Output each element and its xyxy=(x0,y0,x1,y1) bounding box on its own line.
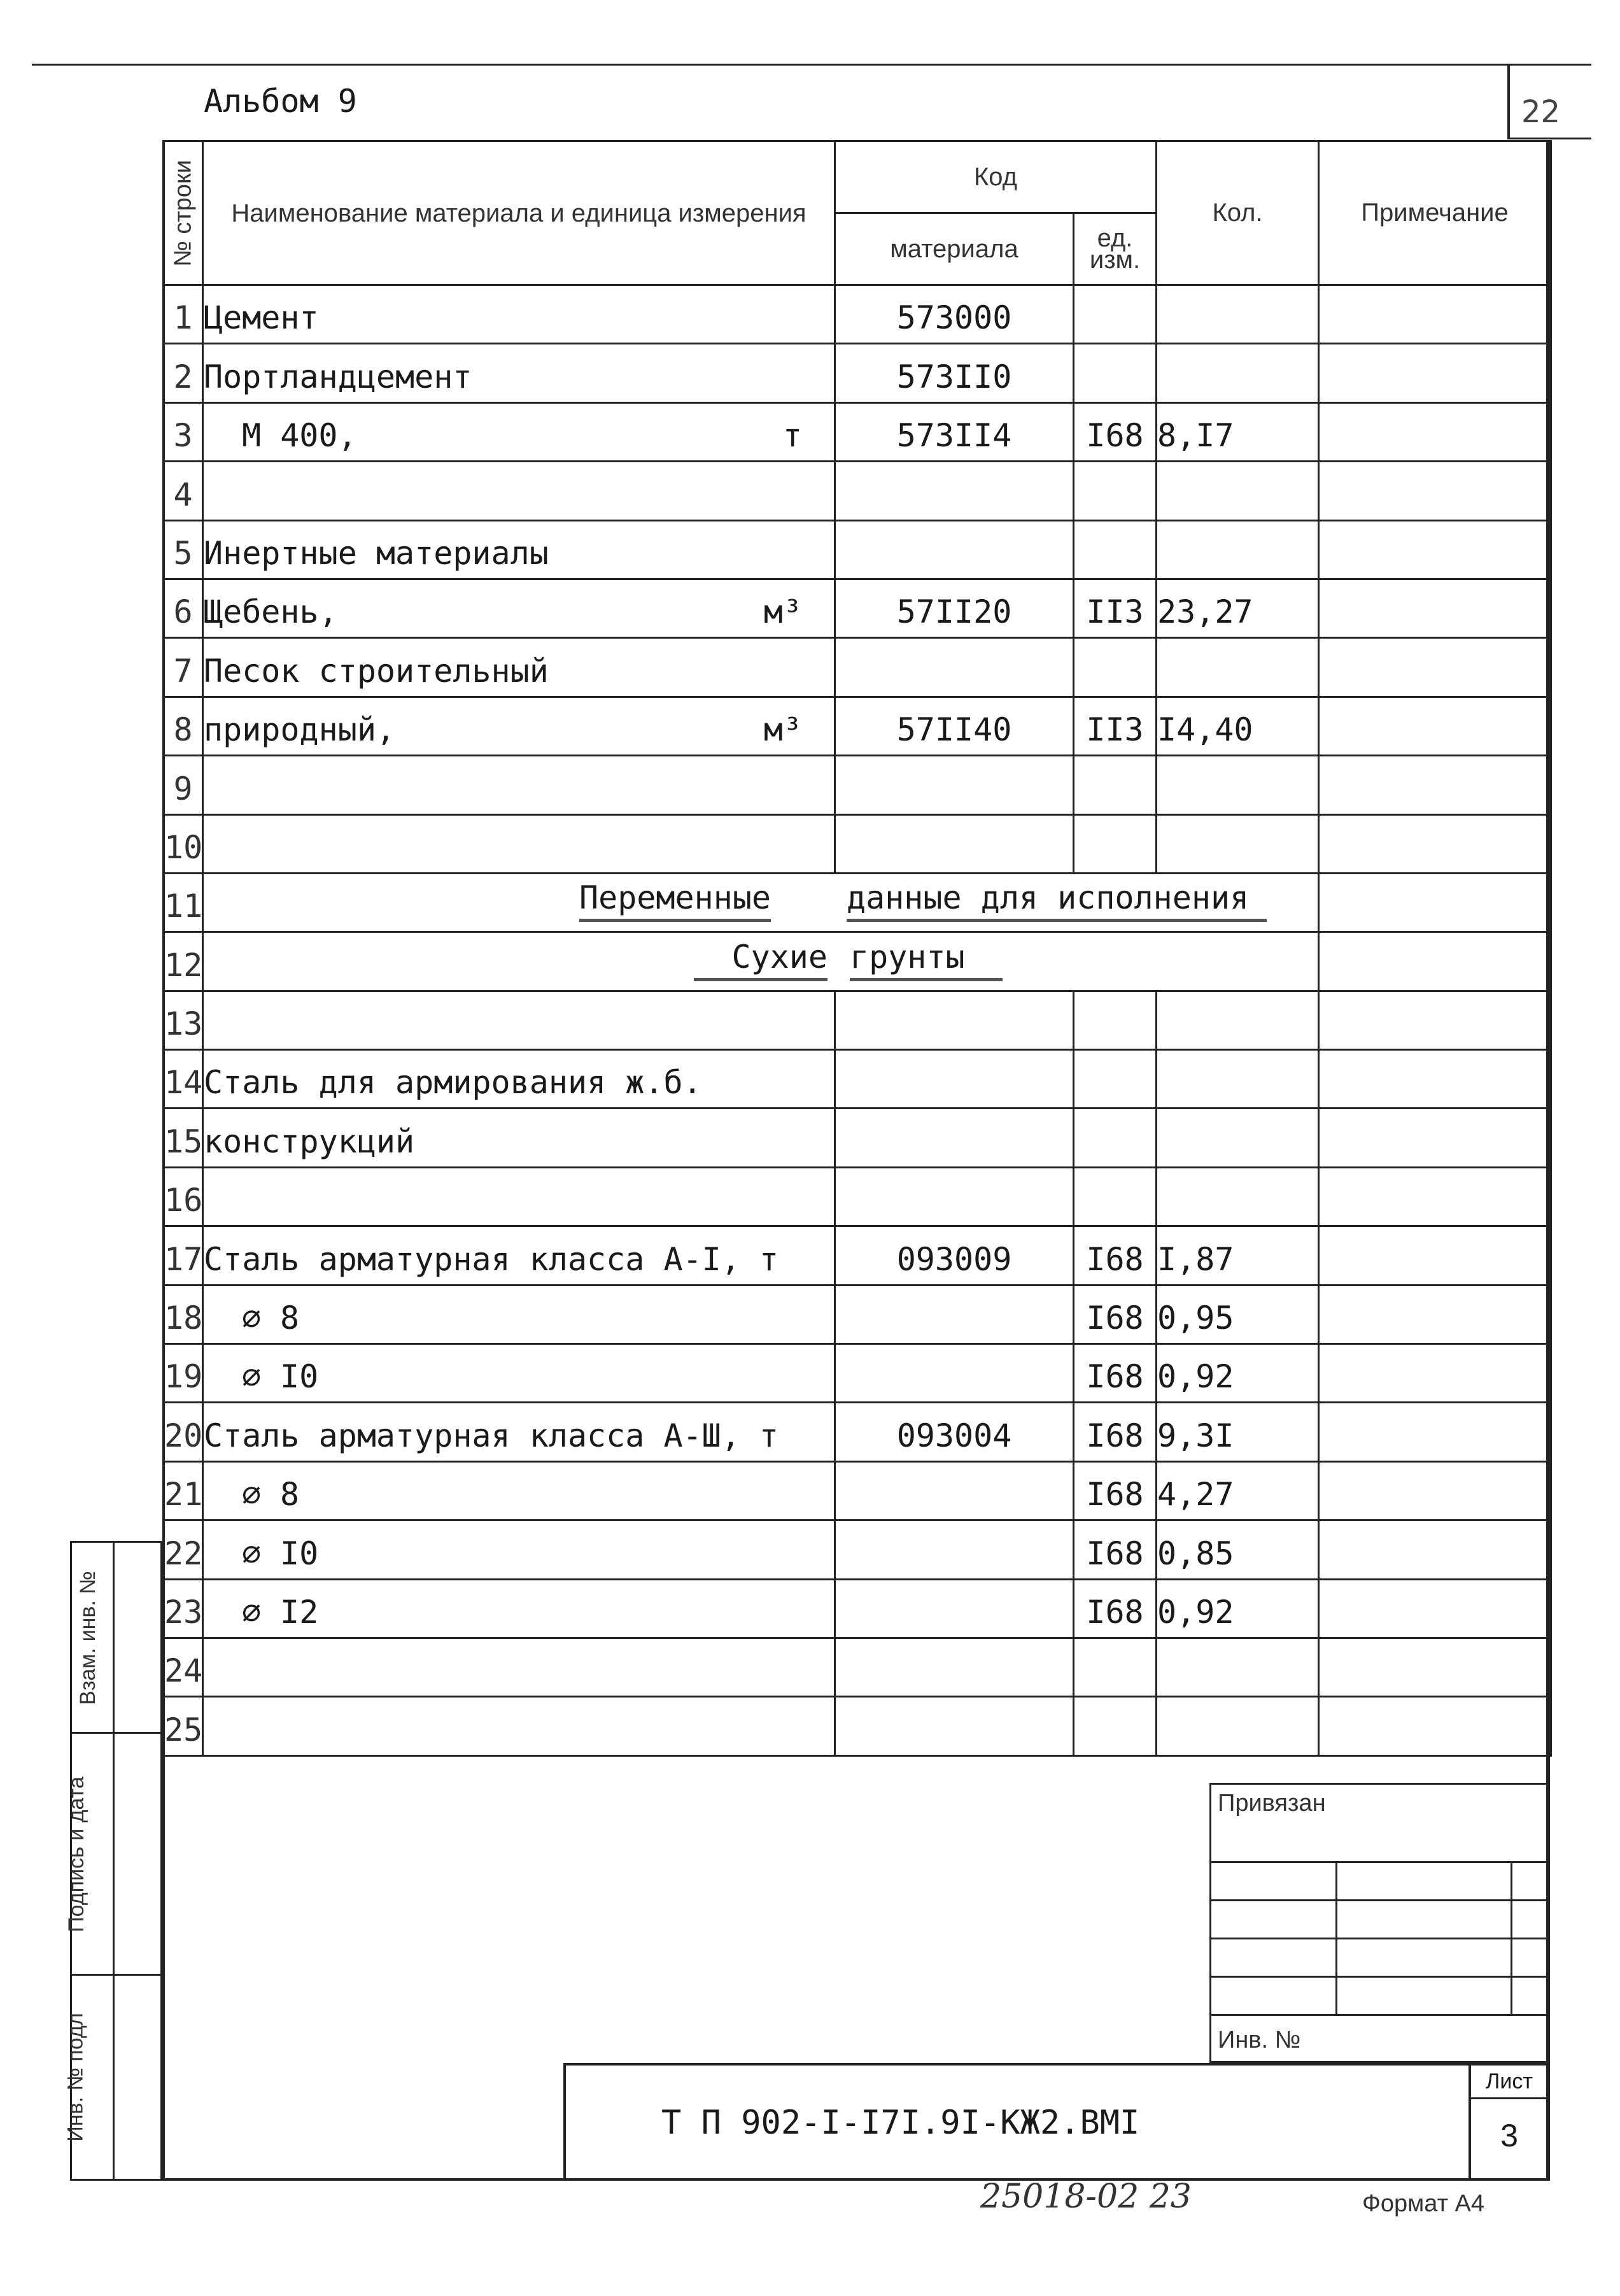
cell-code: 57II40 xyxy=(835,697,1074,755)
stamp-podpis xyxy=(64,1734,160,1976)
table-row xyxy=(164,402,1551,461)
cell-qty: 0,92 xyxy=(1157,1344,1319,1403)
cell-code: 573II4 xyxy=(835,402,1074,461)
cell-note xyxy=(1319,1109,1551,1167)
cell-qty: 4,27 xyxy=(1157,1461,1319,1520)
cell-qty xyxy=(1157,1167,1319,1226)
cell-code: 093009 xyxy=(835,1226,1074,1285)
cell-note xyxy=(1319,991,1551,1049)
variant-right: грунты xyxy=(850,939,1003,981)
cell-name-wrap xyxy=(203,462,835,520)
row-number: 11 xyxy=(164,873,203,932)
cell-note xyxy=(1319,638,1551,697)
cell-name-wrap xyxy=(203,1403,835,1461)
cell-code xyxy=(835,638,1074,697)
stamp-vzam-label: Взам. инв. № xyxy=(75,1571,100,1705)
row-number: 24 xyxy=(164,1638,203,1696)
cell-note xyxy=(1319,1167,1551,1226)
cell-code: 57II20 xyxy=(835,579,1074,637)
cell-unit: I68 xyxy=(1074,1461,1157,1520)
cell-name: I0 xyxy=(280,1534,319,1572)
table-row xyxy=(164,1285,1551,1343)
variant-left: Переменные xyxy=(579,879,771,922)
cell-name-wrap xyxy=(203,402,835,461)
cell-code: 093004 xyxy=(835,1403,1074,1461)
cell-qty xyxy=(1157,1050,1319,1109)
cell-qty: 9,3I xyxy=(1157,1403,1319,1461)
cell-code xyxy=(835,814,1074,873)
cell-unit-inline: м³ xyxy=(763,593,802,631)
cell-unit xyxy=(1074,285,1157,344)
cell-note xyxy=(1319,697,1551,755)
cell-unit xyxy=(1074,814,1157,873)
row-number: 13 xyxy=(164,991,203,1049)
header-note: Примечание xyxy=(1319,141,1551,285)
cell-unit xyxy=(1074,756,1157,814)
cell-unit xyxy=(1074,1109,1157,1167)
row-number: 19 xyxy=(164,1344,203,1403)
cell-note xyxy=(1319,1344,1551,1403)
cell-qty xyxy=(1157,285,1319,344)
binding-label: Привязан xyxy=(1218,1790,1326,1817)
row-number: 15 xyxy=(164,1109,203,1167)
row-number: 8 xyxy=(164,697,203,755)
sheet-label: Лист xyxy=(1471,2066,1547,2099)
row-number: 17 xyxy=(164,1226,203,1285)
cell-name-wrap xyxy=(203,638,835,697)
cell-unit: II3 xyxy=(1074,579,1157,637)
cell-name-wrap xyxy=(203,1285,835,1343)
cell-code xyxy=(835,1050,1074,1109)
table-row xyxy=(164,1344,1551,1403)
cell-name-wrap xyxy=(203,991,835,1049)
cell-qty xyxy=(1157,638,1319,697)
table-row xyxy=(164,1520,1551,1579)
cell-note xyxy=(1319,344,1551,402)
cell-note xyxy=(1319,1520,1551,1579)
cell-note xyxy=(1319,1697,1551,1755)
cell-note xyxy=(1319,814,1551,873)
cell-note xyxy=(1319,285,1551,344)
row-number: 20 xyxy=(164,1403,203,1461)
row-number: 16 xyxy=(164,1167,203,1226)
diameter-icon: ⌀ xyxy=(242,1300,262,1337)
cell-code xyxy=(835,991,1074,1049)
row-number: 10 xyxy=(164,814,203,873)
row-number: 5 xyxy=(164,520,203,579)
cell-qty xyxy=(1157,344,1319,402)
cell-qty: 0,85 xyxy=(1157,1520,1319,1579)
cell-code xyxy=(835,1344,1074,1403)
cell-unit xyxy=(1074,344,1157,402)
cell-unit: I68 xyxy=(1074,1226,1157,1285)
cell-name: I2 xyxy=(280,1593,319,1631)
table-row xyxy=(164,932,1551,991)
row-number: 18 xyxy=(164,1285,203,1343)
diameter-icon: ⌀ xyxy=(242,1476,262,1513)
variant-right: данные для исполнения xyxy=(847,879,1267,922)
row-number: 1 xyxy=(164,285,203,344)
cell-unit-inline: м³ xyxy=(763,711,802,749)
page-number: 22 xyxy=(1521,94,1561,130)
header-code: Код xyxy=(835,141,1157,213)
cell-unit: I68 xyxy=(1074,1579,1157,1638)
cell-qty: 0,95 xyxy=(1157,1285,1319,1343)
table-row xyxy=(164,814,1551,873)
cell-name: I0 xyxy=(280,1358,319,1396)
cell-code xyxy=(835,1167,1074,1226)
cell-code xyxy=(835,1285,1074,1343)
cell-code xyxy=(835,1579,1074,1638)
row-number: 9 xyxy=(164,756,203,814)
cell-name-wrap xyxy=(203,285,835,344)
cell-name: Сталь для армирования ж.б. xyxy=(204,1064,702,1102)
table-row xyxy=(164,1050,1551,1109)
cell-unit: I68 xyxy=(1074,1520,1157,1579)
binding-box xyxy=(1209,1783,1550,2063)
variant-line-1 xyxy=(203,873,1319,932)
header-row-no: № строки xyxy=(164,141,203,285)
cell-code xyxy=(835,1638,1074,1696)
table-row xyxy=(164,1167,1551,1226)
variant-left: Сухие xyxy=(694,939,828,981)
cell-qty: I4,40 xyxy=(1157,697,1319,755)
side-stamp xyxy=(63,1541,162,2181)
cell-unit xyxy=(1074,1050,1157,1109)
cell-name: природный, xyxy=(204,711,396,749)
cell-name-wrap xyxy=(203,1520,835,1579)
cell-note xyxy=(1319,462,1551,520)
cell-name: Щебень, xyxy=(204,593,338,631)
table-row xyxy=(164,1226,1551,1285)
table-row xyxy=(164,462,1551,520)
cell-unit xyxy=(1074,1697,1157,1755)
cell-name-wrap xyxy=(203,1109,835,1167)
cell-name: Сталь арматурная класса А-Ш, т xyxy=(204,1417,779,1454)
header-qty: Кол. xyxy=(1157,141,1319,285)
cell-qty xyxy=(1157,1697,1319,1755)
cell-unit: I68 xyxy=(1074,1344,1157,1403)
cell-unit xyxy=(1074,991,1157,1049)
table-row xyxy=(164,344,1551,402)
cell-code: 573II0 xyxy=(835,344,1074,402)
cell-qty: 23,27 xyxy=(1157,579,1319,637)
cell-name: М 400, xyxy=(242,417,357,455)
table-row xyxy=(164,520,1551,579)
cell-unit xyxy=(1074,520,1157,579)
cell-name-wrap xyxy=(203,1638,835,1696)
row-number: 6 xyxy=(164,579,203,637)
cell-name-wrap xyxy=(203,756,835,814)
cell-unit: II3 xyxy=(1074,697,1157,755)
cell-code xyxy=(835,1697,1074,1755)
cell-qty xyxy=(1157,991,1319,1049)
cell-name-wrap xyxy=(203,1226,835,1285)
cell-qty: I,87 xyxy=(1157,1226,1319,1285)
cell-qty xyxy=(1157,814,1319,873)
table-row xyxy=(164,1638,1551,1696)
album-title: Альбом 9 xyxy=(204,83,357,120)
document-designation: Т П 902-I-I7I.9I-КЖ2.ВМI xyxy=(661,2104,1140,2142)
cell-name: 8 xyxy=(280,1476,300,1513)
top-rule xyxy=(32,64,1591,66)
table-row xyxy=(164,1403,1551,1461)
cell-note xyxy=(1319,1403,1551,1461)
cell-name-wrap xyxy=(203,1579,835,1638)
header-name: Наименование материала и единица измерения xyxy=(203,141,835,285)
cell-qty xyxy=(1157,1638,1319,1696)
cell-note xyxy=(1319,579,1551,637)
variant-line-2 xyxy=(203,932,1319,991)
cell-note xyxy=(1319,1579,1551,1638)
cell-qty xyxy=(1157,1109,1319,1167)
cell-note xyxy=(1319,520,1551,579)
row-number: 23 xyxy=(164,1579,203,1638)
diameter-icon: ⌀ xyxy=(242,1358,262,1396)
row-number: 14 xyxy=(164,1050,203,1109)
cell-name-wrap xyxy=(203,1461,835,1520)
cell-code xyxy=(835,462,1074,520)
cell-name-wrap xyxy=(203,1167,835,1226)
cell-qty: 0,92 xyxy=(1157,1579,1319,1638)
sheet-number: 3 xyxy=(1500,2118,1518,2153)
cell-unit: I68 xyxy=(1074,1403,1157,1461)
row-number: 22 xyxy=(164,1520,203,1579)
cell-name-wrap xyxy=(203,520,835,579)
table-row xyxy=(164,873,1551,932)
table-row xyxy=(164,991,1551,1049)
header-code-material: материала xyxy=(835,213,1074,285)
table-row xyxy=(164,285,1551,344)
cell-qty xyxy=(1157,756,1319,814)
handwritten-number: 25018-02 23 xyxy=(980,2178,1192,2216)
cell-name: конструкций xyxy=(204,1123,415,1160)
cell-code xyxy=(835,1109,1074,1167)
cell-name-wrap xyxy=(203,697,835,755)
cell-qty xyxy=(1157,520,1319,579)
inv-no-label: Инв. № xyxy=(1218,2027,1301,2053)
cell-note xyxy=(1319,1285,1551,1343)
diameter-icon: ⌀ xyxy=(242,1593,262,1631)
cell-note xyxy=(1319,1461,1551,1520)
cell-name: Инертные материалы xyxy=(204,534,549,572)
cell-name-wrap xyxy=(203,814,835,873)
row-number: 3 xyxy=(164,402,203,461)
header-code-unit: ед. изм. xyxy=(1074,213,1157,285)
cell-note xyxy=(1319,1226,1551,1285)
cell-code xyxy=(835,520,1074,579)
row-number: 7 xyxy=(164,638,203,697)
cell-qty: 8,I7 xyxy=(1157,402,1319,461)
cell-unit xyxy=(1074,1167,1157,1226)
cell-name: 8 xyxy=(280,1300,300,1337)
materials-table xyxy=(162,140,1552,1757)
table-row xyxy=(164,1579,1551,1638)
table-row xyxy=(164,1461,1551,1520)
cell-note xyxy=(1319,756,1551,814)
row-number: 12 xyxy=(164,932,203,991)
format-label: Формат А4 xyxy=(1362,2190,1485,2217)
cell-name: Цемент xyxy=(204,299,319,337)
cell-code xyxy=(835,1461,1074,1520)
cell-name-wrap xyxy=(203,344,835,402)
cell-name-wrap xyxy=(203,1050,835,1109)
cell-name: Портландцемент xyxy=(204,358,472,395)
table-row xyxy=(164,1109,1551,1167)
stamp-inv-podl xyxy=(63,1976,160,2181)
cell-name-wrap xyxy=(203,1344,835,1403)
table-row xyxy=(164,579,1551,637)
cell-note xyxy=(1319,1050,1551,1109)
cell-qty xyxy=(1319,873,1551,932)
sheet-box xyxy=(1469,2066,1547,2178)
cell-code: 573000 xyxy=(835,285,1074,344)
cell-code xyxy=(835,756,1074,814)
stamp-podpis-label: Подпись и дата xyxy=(64,1776,88,1932)
page-corner-horizontal xyxy=(1507,138,1591,139)
row-number: 4 xyxy=(164,462,203,520)
cell-name: Сталь арматурная класса А-I, т xyxy=(204,1240,779,1278)
cell-unit: I68 xyxy=(1074,1285,1157,1343)
cell-qty xyxy=(1319,932,1551,991)
stamp-inv-podl-label: Инв. № подл xyxy=(63,2013,88,2142)
diameter-icon: ⌀ xyxy=(242,1534,262,1572)
cell-name-wrap xyxy=(203,1697,835,1755)
cell-unit xyxy=(1074,462,1157,520)
table-row xyxy=(164,1697,1551,1755)
cell-unit xyxy=(1074,1638,1157,1696)
row-number: 21 xyxy=(164,1461,203,1520)
cell-name: Песок строительный xyxy=(204,652,549,690)
designation-box xyxy=(563,2063,1550,2181)
page-corner-vertical xyxy=(1507,64,1510,139)
table-row xyxy=(164,697,1551,755)
row-number: 2 xyxy=(164,344,203,402)
cell-unit-inline: т xyxy=(782,417,802,455)
table-row xyxy=(164,756,1551,814)
cell-note xyxy=(1319,402,1551,461)
cell-note xyxy=(1319,1638,1551,1696)
row-number: 25 xyxy=(164,1697,203,1755)
stamp-vzam xyxy=(72,1543,160,1734)
cell-unit xyxy=(1074,638,1157,697)
title-block xyxy=(162,1783,1550,2181)
cell-qty xyxy=(1157,462,1319,520)
table-row xyxy=(164,638,1551,697)
cell-code xyxy=(835,1520,1074,1579)
cell-name-wrap xyxy=(203,579,835,637)
cell-unit: I68 xyxy=(1074,402,1157,461)
